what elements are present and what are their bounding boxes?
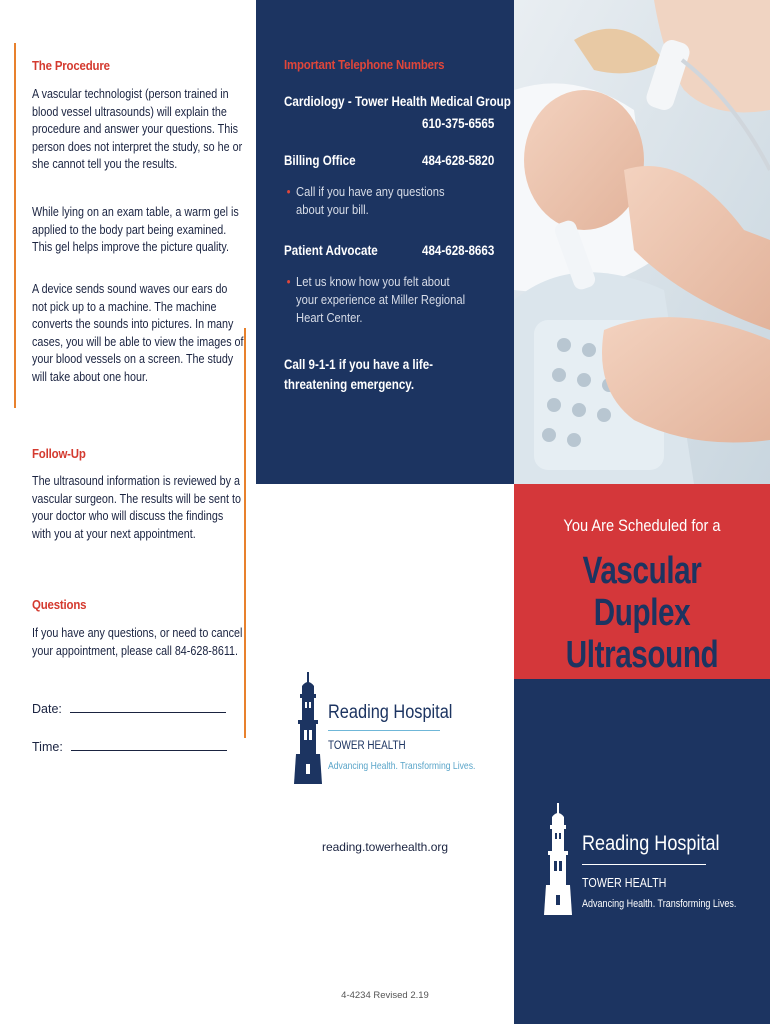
procedure-text-1: A vascular technologist (person trained in blood vessel ultrasounds) will explain the procedure and answer your questions. This person does not interpret the study, so he or she cannot tell you the results. — [32, 87, 243, 171]
procedure-text-2: While lying on an exam table, a warm gel is applied to the body part being examined. This gel helps improve the picture quality. — [32, 205, 239, 254]
questions-para — [32, 625, 244, 660]
reading-hospital-logo-middle — [294, 672, 494, 792]
cardiology-label: Cardiology - Tower Health Medical Group — [284, 94, 511, 109]
logo-sub-middle: TOWER HEALTH — [328, 740, 406, 752]
advocate-note — [284, 273, 473, 327]
phone-numbers-box — [256, 0, 514, 484]
bullet-dot: • — [286, 184, 291, 199]
emergency-wrap — [284, 355, 504, 395]
billing-note-wrap — [284, 183, 504, 219]
logo-rule-cover — [582, 864, 706, 865]
orange-divider-top — [14, 43, 16, 408]
ultrasound-illustration — [514, 0, 770, 484]
left-panel — [0, 0, 256, 1024]
billing-note-text: Call if you have any questions about your bill. — [296, 184, 445, 217]
procedure-para-2 — [32, 204, 244, 257]
procedure-heading: The Procedure — [32, 58, 110, 73]
cardiology-phone[interactable]: 610-375-6565 — [422, 116, 495, 131]
followup-heading: Follow-Up — [32, 446, 86, 461]
procedure-section — [32, 58, 244, 73]
followup-para — [32, 473, 244, 543]
title-line-2: Ultrasound — [565, 634, 719, 676]
advocate-note-wrap — [284, 273, 504, 327]
date-label: Date: — [32, 702, 62, 716]
logo-rule-middle — [328, 730, 440, 731]
scheduled-subtitle: You Are Scheduled for a — [563, 516, 721, 535]
billing-label: Billing Office — [284, 153, 356, 168]
advocate-note-text: Let us know how you felt about your experience at Miller Regional Heart Center. — [296, 274, 466, 325]
followup-section — [32, 446, 244, 461]
cover-title — [542, 550, 742, 676]
questions-text: If you have any questions, or need to cancel your appointment, please call 84-628-8611. — [32, 626, 243, 658]
orange-divider-right — [244, 328, 246, 738]
emergency-text: Call 9-1-1 if you have a life-threatening emergency. — [284, 357, 434, 392]
time-label: Time: — [32, 740, 63, 754]
tower-icon — [294, 672, 324, 784]
ultrasound-photo — [514, 0, 770, 484]
form-code: 4-4234 Revised 2.19 — [341, 990, 429, 1001]
questions-heading: Questions — [32, 597, 87, 612]
logo-sub-cover: TOWER HEALTH — [582, 876, 667, 890]
logo-tagline-cover: Advancing Health. Transforming Lives. — [582, 898, 737, 910]
tower-icon — [544, 798, 574, 920]
advocate-label: Patient Advocate — [284, 243, 378, 258]
cardiology-block — [284, 94, 511, 109]
procedure-text-3: A device sends sound waves our ears do not pick up to a machine. The machine converts the sounds into pictures. In many cases, you will be able to view the images of your blood vessels on a screen. The study will take about one hour. — [32, 282, 244, 384]
time-field[interactable] — [32, 739, 227, 754]
phones-heading-wrap — [284, 57, 504, 72]
cover-panel — [514, 0, 770, 1024]
billing-note — [284, 183, 473, 219]
bullet-dot: • — [286, 274, 291, 289]
title-line-1: Vascular Duplex — [582, 550, 702, 634]
date-line — [70, 701, 226, 713]
procedure-para-1 — [32, 86, 244, 174]
procedure-para-3 — [32, 281, 244, 386]
middle-panel — [256, 0, 514, 1024]
questions-section — [32, 597, 244, 612]
followup-text: The ultrasound information is reviewed by a vascular surgeon. The results will be sent to your doctor who will discuss the findings with you at your next appointment. — [32, 474, 241, 541]
logo-name-middle: Reading Hospital — [328, 702, 453, 723]
website-url[interactable]: reading.towerhealth.org — [321, 840, 449, 854]
phones-heading: Important Telephone Numbers — [284, 57, 445, 72]
logo-tagline-middle: Advancing Health. Transforming Lives. — [328, 760, 476, 772]
advocate-phone[interactable]: 484-628-8663 — [422, 243, 495, 258]
logo-name-cover: Reading Hospital — [582, 832, 720, 855]
date-field[interactable] — [32, 701, 226, 716]
billing-phone[interactable]: 484-628-5820 — [422, 153, 495, 168]
reading-hospital-logo-cover — [544, 798, 764, 928]
time-line — [71, 739, 227, 751]
